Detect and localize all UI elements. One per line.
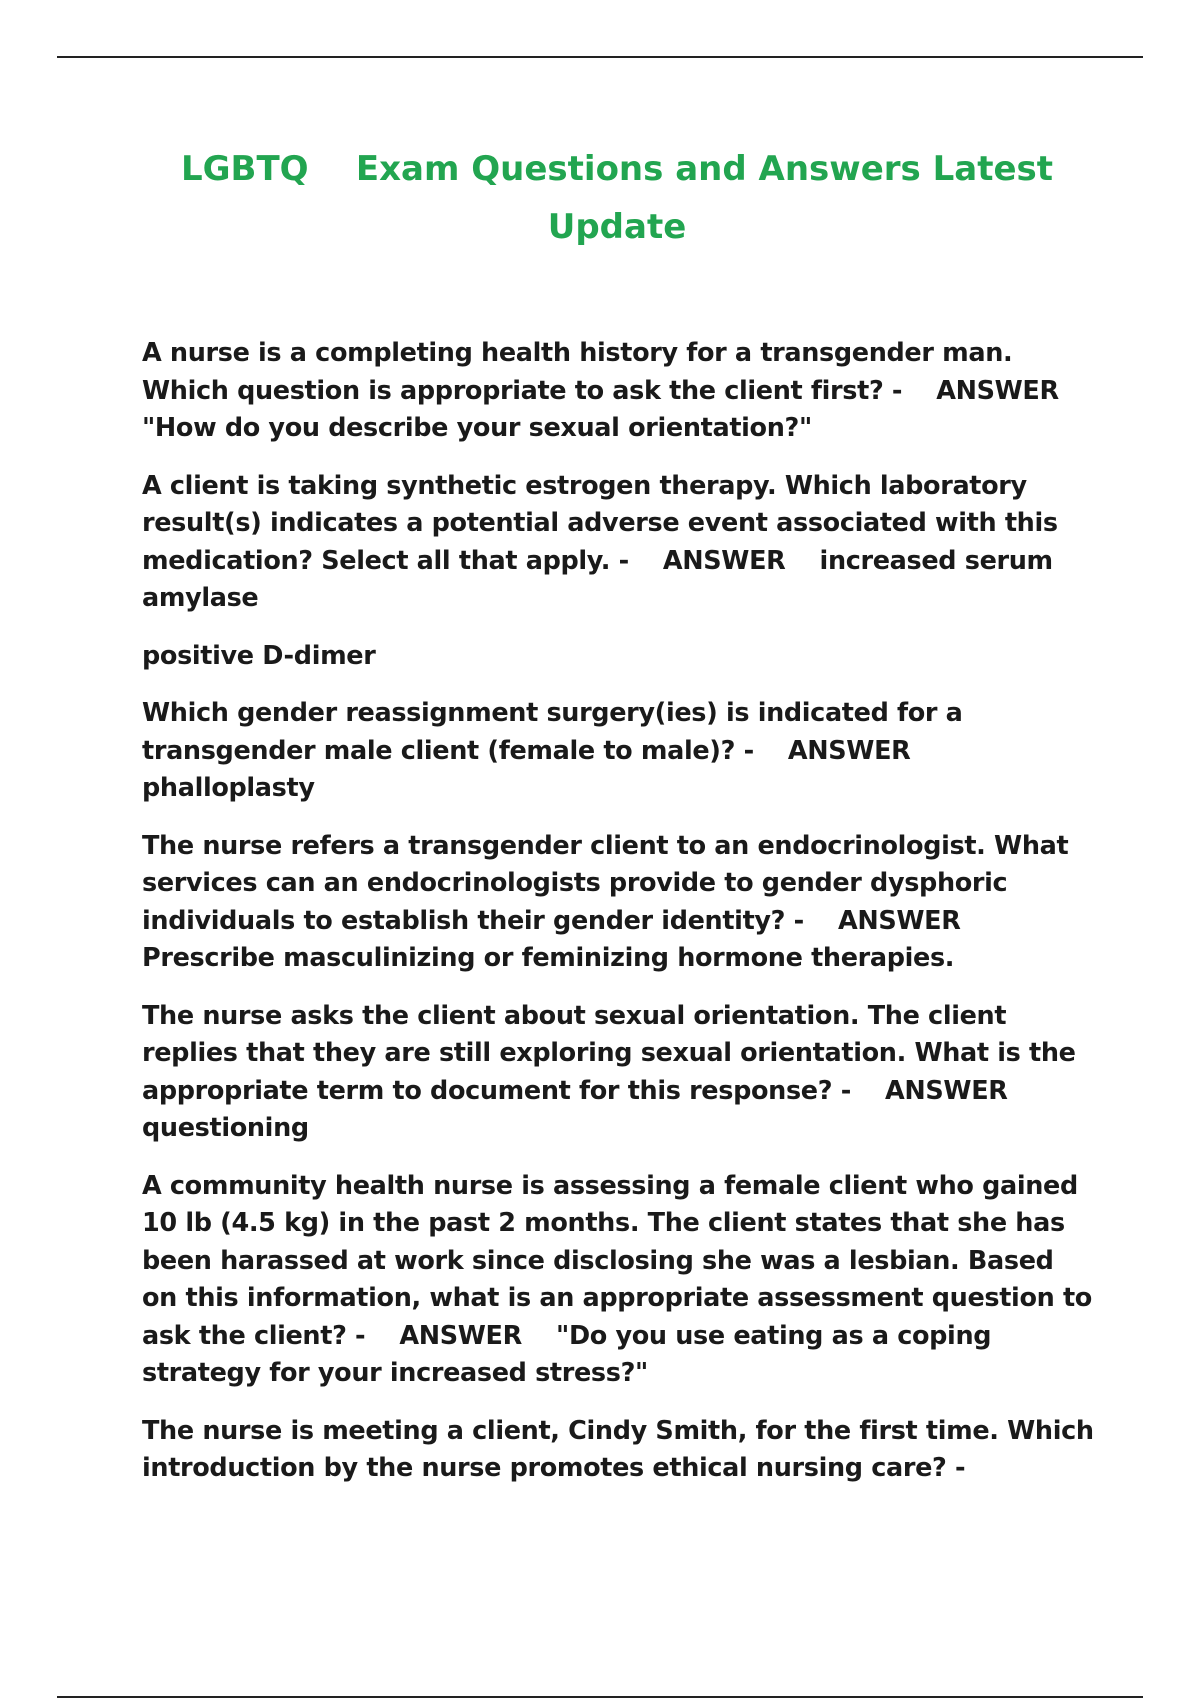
question-paragraph-7: The nurse is meeting a client, Cindy Smith, for the first time. Which introduction by the nurse promotes ethical nursing care? - bbox=[142, 1415, 1103, 1483]
footer-rule bbox=[57, 1696, 1143, 1698]
question-paragraph-1: A nurse is a completing health history for a transgender man. Which question is appropriate to ask the client first? - ANSWER "How do you describe your sexual orientation?" bbox=[142, 338, 1093, 443]
answer-continuation: positive D-dimer bbox=[142, 640, 376, 671]
document-body bbox=[142, 335, 1103, 1508]
question-paragraph-3: Which gender reassignment surgery(ies) is indicated for a transgender male client (female to male)? - ANSWER phalloplasty bbox=[142, 698, 972, 803]
question-paragraph-4: The nurse refers a transgender client to an endocrinologist. What services can an endocrinologists provide to gender dysphoric individuals to establish their gender identity? - ANSWER Prescribe masculinizing or feminizing hormone therapies. bbox=[142, 830, 1077, 973]
question-paragraph-2: A client is taking synthetic estrogen therapy. Which laboratory result(s) indicates a potential adverse event associated with this medication? Select all that apply. - ANSWER increased serum amylase bbox=[142, 470, 1067, 613]
header-rule bbox=[57, 56, 1143, 58]
document-title: LGBTQ Exam Questions and Answers Latest Update bbox=[180, 149, 1065, 247]
question-paragraph-6: A community health nurse is assessing a female client who gained 10 lb (4.5 kg) in the past 2 months. The client states that she has been harassed at work since disclosing she was a lesbian. Based on this information, what is an appropriate assessment question to ask the client? - ANSWER "Do you use eating as a coping strategy for your increased stress?" bbox=[142, 1170, 1101, 1388]
question-paragraph-5: The nurse asks the client about sexual orientation. The client replies that they are still exploring sexual orientation. What is the appropriate term to document for this response? - ANSWER questioning bbox=[142, 1000, 1085, 1143]
